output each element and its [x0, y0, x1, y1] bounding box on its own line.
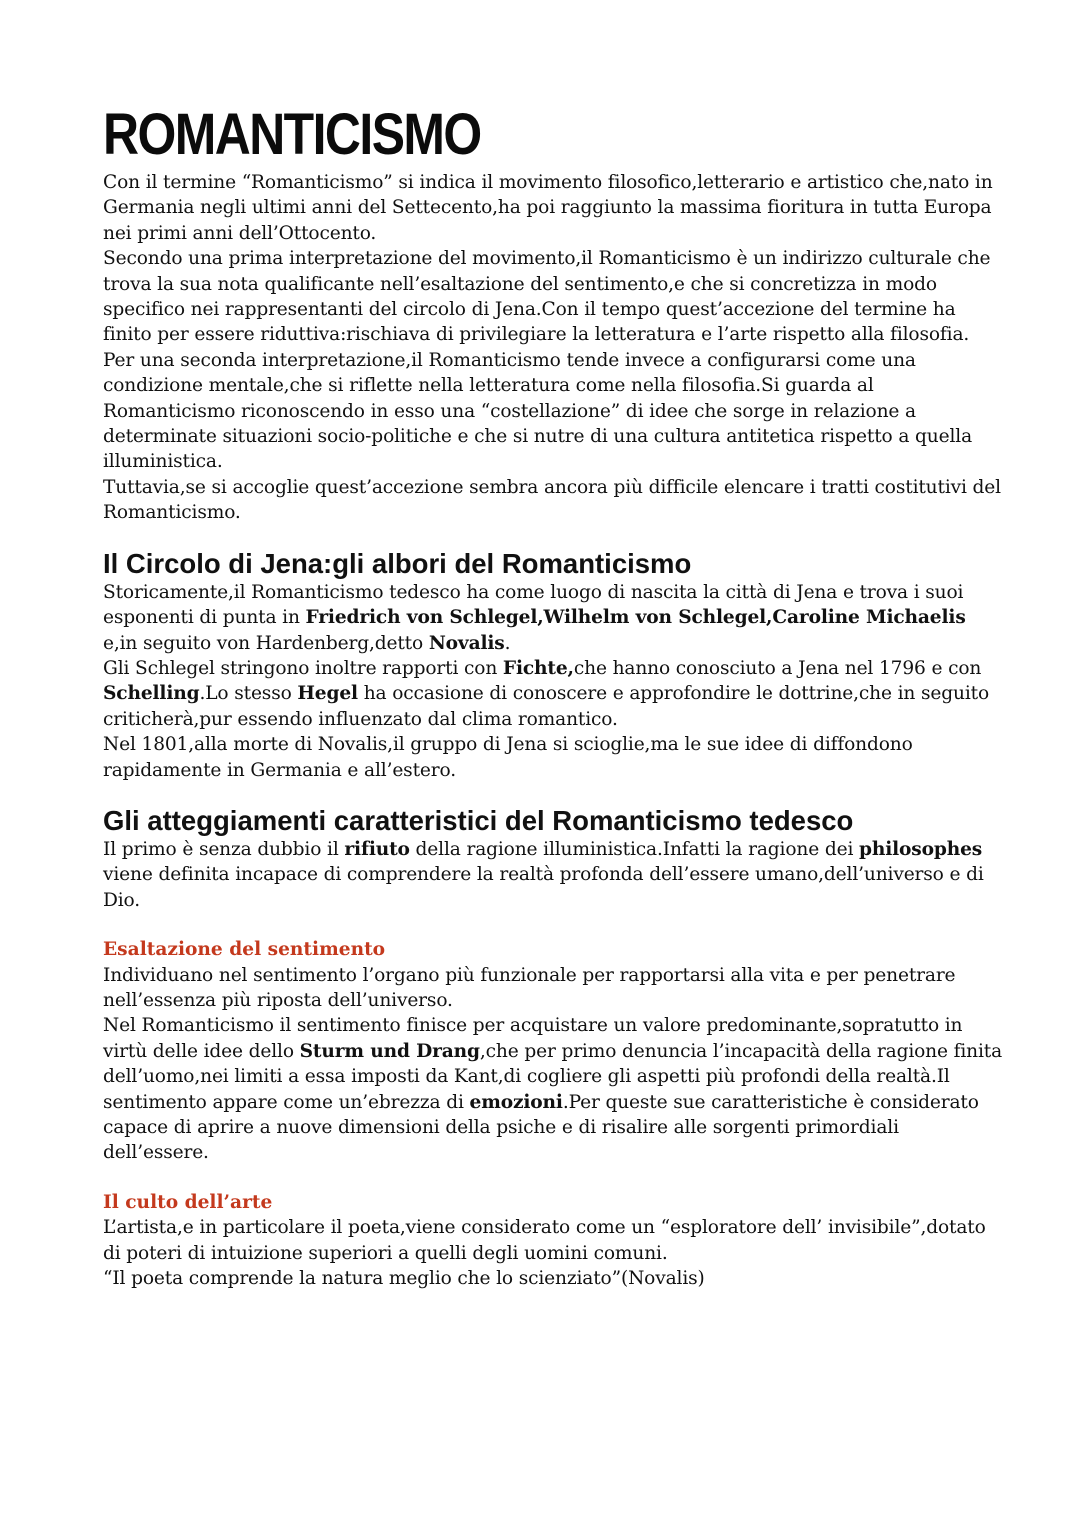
jena-paragraph-1: Storicamente,il Romanticismo tedesco ha come luogo di nascita la città di Jena e trova i suoi esponenti di punta in Friedrich von Schlegel,Wilhelm von Schlegel,Caroline Michaelis e,in seguito von Hardenberg,detto Novalis. [103, 581, 966, 654]
intro-paragraph-1: Con il termine “Romanticismo” si indica il movimento filosofico,letterario e artistico che,nato in Germania negli ultimi anni del Settecento,ha poi raggiunto la massima fioritura in tutta Europa nei primi anni dell’Ottocento. [103, 172, 993, 244]
arte-quote: “Il poeta comprende la natura meglio che lo scienziato”(Novalis) [103, 1268, 705, 1290]
fichte-emphasis: Fichte, [502, 657, 574, 679]
jena-paragraph-2: Gli Schlegel stringono inoltre rapporti con Fichte,che hanno conosciuto a Jena nel 1796 e con Schelling.Lo stesso Hegel ha occasione di conoscere e approfondire le dottrine,che in seguito criticherà,pur essendo influenzato dal clima romantico. [103, 657, 989, 730]
intro-paragraph-3: Per una seconda interpretazione,il Romanticismo tende invece a configurarsi come una condizione mentale,che si riflette nella letteratura come nella filosofia.Si guarda al Romanticismo riconoscendo in esso una “costellazione” di idee che sorge in relazione a determinate situazioni socio-politiche e che si nutre di una cultura antitetica rispetto a quella illuministica. [103, 349, 973, 473]
intro-paragraph-4: Tuttavia,se si accoglie quest’accezione sembra ancora più difficile elencare i tratti costitutivi del Romanticismo. [103, 476, 1001, 524]
novalis-emphasis: Novalis [428, 632, 505, 654]
page-title: ROMANTICISMO [103, 102, 481, 167]
arte-subheading: Il culto dell’arte [103, 1191, 273, 1213]
philosophes-emphasis: philosophes [859, 838, 983, 860]
hegel-emphasis: Hegel [297, 683, 358, 705]
rifiuto-emphasis: rifiuto [344, 838, 410, 860]
emozioni-emphasis: emozioni [469, 1091, 563, 1113]
jena-paragraph-3: Nel 1801,alla morte di Novalis,il gruppo di Jena si scioglie,ma le sue idee di diffondono rapidamente in Germania e all’estero. [103, 734, 913, 781]
sentimento-paragraph-2: Nel Romanticismo il sentimento finisce per acquistare un valore predominante,sopratutto in virtù delle idee dello Sturm und Drang,che per primo denuncia l’incapacità della ragione finita dell’uomo,nei limiti a essa imposti da Kant,di cogliere gli aspetti più profondi della realtà.Il sentimento appare come un’ebrezza di emozioni.Per queste sue caratteristiche è considerato capace di aprire a nuove dimensioni della psiche e di risalire alle sorgenti primordiali dell’essere. [103, 1015, 1003, 1164]
document-page [103, 102, 1003, 1291]
intro-paragraph-2: Secondo una prima interpretazione del movimento,il Romanticismo è un indirizzo culturale che trova la sua nota qualificante nell’esaltazione del sentimento,e che si concretizza in modo specifico nei rappresentanti del circolo di Jena.Con il tempo quest’accezione del termine ha finito per essere riduttiva:rischiava di privilegiare la letteratura e l’arte rispetto alla filosofia. [103, 248, 991, 346]
atteggiamenti-paragraph-1: Il primo è senza dubbio il rifiuto della ragione illuministica.Infatti la ragione dei philosophes viene definita incapace di comprendere la realtà profonda dell’essere umano,dell’universo e di Dio. [103, 838, 984, 911]
sentimento-subheading: Esaltazione del sentimento [103, 939, 386, 961]
names-emphasis: Friedrich von Schlegel,Wilhelm von Schlegel,Caroline Michaelis [305, 607, 966, 629]
sentimento-paragraph-1: Individuano nel sentimento l’organo più funzionale per rapportarsi alla vita e per penetrare nell’essenza più riposta dell’universo. [103, 964, 956, 1011]
jena-section-heading: Il Circolo di Jena:gli albori del Romanticismo [103, 547, 692, 579]
atteggiamenti-section-heading: Gli atteggiamenti caratteristici del Romanticismo tedesco [103, 804, 854, 836]
sturm-und-drang-emphasis: Sturm und Drang [299, 1040, 480, 1062]
schelling-emphasis: Schelling [103, 683, 200, 705]
arte-paragraph-1: L’artista,e in particolare il poeta,viene considerato come un “esploratore dell’ invisibile”,dotato di poteri di intuizione superiori a quelli degli uomini comuni. [103, 1217, 986, 1264]
